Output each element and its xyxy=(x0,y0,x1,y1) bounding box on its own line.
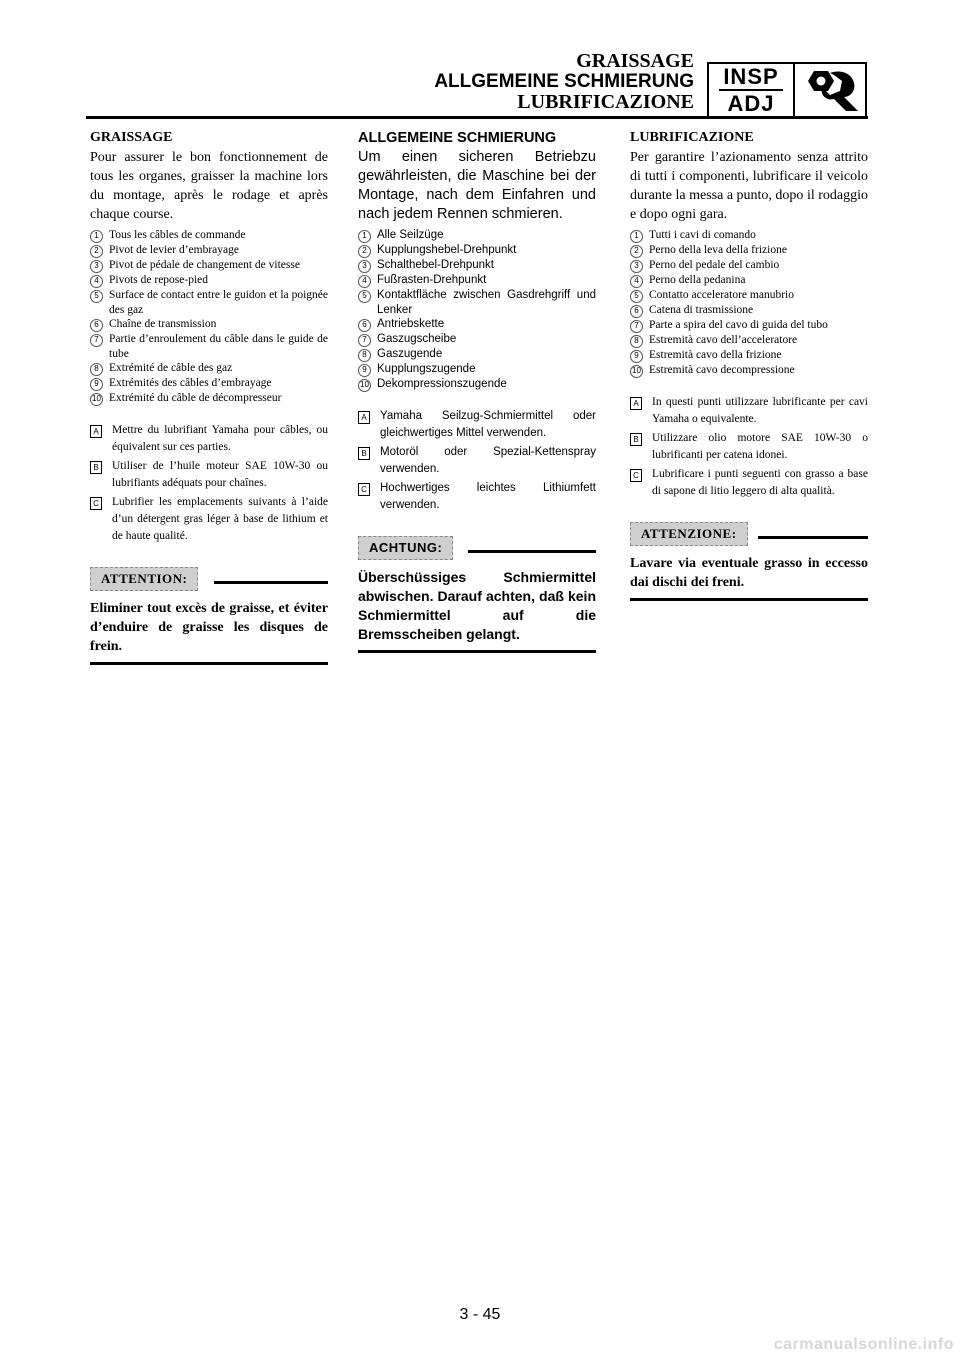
list-item xyxy=(630,348,868,363)
item-text: Antriebskette xyxy=(377,318,445,330)
intro-paragraph: Um einen sicheren Betriebzu gewährleisten, die Maschine bei der Montage, nach dem Einfahren und nach jedem Rennen schmieren. xyxy=(358,149,596,222)
list-item xyxy=(358,347,596,362)
watermark: carmanualsonline.info xyxy=(773,1336,954,1353)
item-number-badge: 7 xyxy=(90,334,103,347)
caution-header xyxy=(630,522,868,548)
item-number-badge: 9 xyxy=(630,350,643,363)
section-title: LUBRIFICAZIONE xyxy=(630,130,754,145)
list-item xyxy=(358,228,596,243)
column-german xyxy=(358,130,596,653)
note-letter-badge: A xyxy=(630,397,642,410)
caution-label: ACHTUNG: xyxy=(358,536,453,560)
header-title-it: LUBRIFICAZIONE xyxy=(517,91,694,113)
item-number-badge: 2 xyxy=(358,245,371,258)
item-text: Extrémités des câbles d’embrayage xyxy=(109,377,272,389)
item-number-badge: 3 xyxy=(358,260,371,273)
note-item xyxy=(358,444,596,478)
list-item xyxy=(630,288,868,303)
header-title-fr: GRAISSAGE xyxy=(576,50,694,72)
intro-paragraph: Pour assurer le bon fonctionnement de tous les organes, graisser la machine lors du montage, après le rodage et après chaque course. xyxy=(90,150,328,222)
item-number-badge: 3 xyxy=(630,260,643,273)
item-number-badge: 2 xyxy=(630,245,643,258)
list-item xyxy=(90,228,328,243)
note-item xyxy=(90,494,328,545)
note-letter-badge: A xyxy=(90,425,102,438)
item-number-badge: 7 xyxy=(630,320,643,333)
lubrication-point-list xyxy=(90,228,328,406)
item-number-badge: 7 xyxy=(358,334,371,347)
note-letter-badge: C xyxy=(90,497,102,510)
list-item xyxy=(630,318,868,333)
caution-text: Lavare via eventuale grasso in eccesso dai dischi dei freni. xyxy=(630,554,868,601)
item-number-badge: 10 xyxy=(358,379,371,392)
item-text: Estremità cavo decompressione xyxy=(649,364,795,376)
item-text: Kupplungshebel-Drehpunkt xyxy=(377,244,517,256)
note-text: In questi punti utilizzare lubrificante per cavi Yamaha o equivalente. xyxy=(652,396,868,425)
caution-text: Überschüssiges Schmiermittel abwischen. Darauf achten, daß kein Schmiermittel auf die Bremsscheiben gelangt. xyxy=(358,568,596,653)
badge-label xyxy=(709,64,795,116)
note-text: Utilizzare olio motore SAE 10W-30 o lubrificanti per catena idonei. xyxy=(652,432,868,461)
note-text: Yamaha Seilzug-Schmiermittel oder gleichwertiges Mittel verwenden. xyxy=(380,410,596,439)
note-text: Mettre du lubrifiant Yamaha pour câbles, ou équivalent sur ces parties. xyxy=(112,424,328,453)
item-number-badge: 8 xyxy=(630,335,643,348)
list-item xyxy=(358,243,596,258)
item-text: Kupplungszugende xyxy=(377,363,476,375)
list-item xyxy=(358,288,596,317)
item-text: Perno del pedale del cambio xyxy=(649,259,780,271)
note-letter-badge: B xyxy=(90,461,102,474)
item-text: Surface de contact entre le guidon et la poignée des gaz xyxy=(109,289,328,316)
item-number-badge: 10 xyxy=(90,393,103,406)
list-item xyxy=(358,362,596,377)
list-item xyxy=(90,288,328,317)
item-number-badge: 4 xyxy=(358,275,371,288)
list-item xyxy=(358,317,596,332)
column-french xyxy=(90,130,328,665)
column-italian xyxy=(630,130,868,601)
list-item xyxy=(630,303,868,318)
list-item xyxy=(630,333,868,348)
item-text: Pivot de pédale de changement de vitesse xyxy=(109,259,300,271)
item-text: Gaszugende xyxy=(377,348,443,360)
list-item xyxy=(358,332,596,347)
intro-paragraph: Per garantire l’azionamento senza attrito di tutti i componenti, lubrificare il veicolo durante la messa a punto, dopo il rodaggio e dopo ogni gara. xyxy=(630,150,868,222)
lubrication-point-list xyxy=(358,228,596,392)
item-text: Perno della pedanina xyxy=(649,274,746,286)
note-item xyxy=(630,430,868,464)
item-number-badge: 4 xyxy=(630,275,643,288)
caution-header xyxy=(90,567,328,593)
item-number-badge: 5 xyxy=(630,290,643,303)
list-item xyxy=(90,391,328,406)
list-item xyxy=(90,317,328,332)
item-number-badge: 5 xyxy=(90,290,103,303)
item-text: Pivot de levier d’embrayage xyxy=(109,244,239,256)
item-number-badge: 8 xyxy=(90,363,103,376)
item-text: Pivots de repose-pied xyxy=(109,274,209,286)
item-text: Tous les câbles de commande xyxy=(109,229,246,241)
caution-text: Eliminer tout excès de graisse, et éviter d’enduire de graisse les disques de frein. xyxy=(90,599,328,665)
badge-top-text: INSP xyxy=(723,64,779,89)
note-text: Hochwertiges leichtes Lithiumfett verwenden. xyxy=(380,482,596,511)
item-text: Perno della leva della frizione xyxy=(649,244,787,256)
note-item xyxy=(630,394,868,428)
item-text: Schalthebel-Drehpunkt xyxy=(377,259,494,271)
item-text: Chaîne de transmission xyxy=(109,318,217,330)
note-list xyxy=(90,422,328,545)
wrench-nut-icon xyxy=(795,64,865,116)
item-text: Kontaktfläche zwischen Gasdrehgriff und Lenker xyxy=(377,289,596,316)
item-number-badge: 1 xyxy=(630,230,643,243)
note-item xyxy=(630,466,868,500)
item-text: Catena di trasmissione xyxy=(649,304,754,316)
list-item xyxy=(358,377,596,392)
note-item xyxy=(90,422,328,456)
lubrication-point-list xyxy=(630,228,868,378)
caution-header xyxy=(358,536,596,562)
item-text: Dekompressionszugende xyxy=(377,378,507,390)
item-text: Alle Seilzüge xyxy=(377,229,444,241)
item-text: Contatto acceleratore manubrio xyxy=(649,289,794,301)
page-number: 3 - 45 xyxy=(459,1306,501,1323)
note-list xyxy=(630,394,868,500)
note-letter-badge: C xyxy=(630,469,642,482)
note-letter-badge: C xyxy=(358,483,370,496)
list-item xyxy=(630,243,868,258)
note-text: Utiliser de l’huile moteur SAE 10W-30 ou lubrifiants adéquats pour chaînes. xyxy=(112,460,328,489)
item-text: Extrémité du câble de décompresseur xyxy=(109,392,282,404)
list-item xyxy=(358,273,596,288)
caution-label: ATTENZIONE: xyxy=(630,522,748,546)
item-text: Gaszugscheibe xyxy=(377,333,457,345)
list-item xyxy=(630,273,868,288)
item-number-badge: 5 xyxy=(358,290,371,303)
note-item xyxy=(358,480,596,514)
list-item xyxy=(630,228,868,243)
item-number-badge: 9 xyxy=(90,378,103,391)
note-text: Lubrifier les emplacements suivants à l’aide d’un détergent gras léger à base de lithium et de haute qualité. xyxy=(112,496,328,542)
note-text: Motoröl oder Spezial-Kettenspray verwenden. xyxy=(380,446,596,475)
item-number-badge: 8 xyxy=(358,349,371,362)
header-title-de: ALLGEMEINE SCHMIERUNG xyxy=(434,71,694,92)
note-letter-badge: B xyxy=(358,447,370,460)
item-text: Estremità cavo dell’acceleratore xyxy=(649,334,798,346)
section-title: GRAISSAGE xyxy=(90,130,173,145)
note-text: Lubrificare i punti seguenti con grasso a base di sapone di litio leggero di alta qualità. xyxy=(652,468,868,497)
note-letter-badge: B xyxy=(630,433,642,446)
item-number-badge: 6 xyxy=(90,319,103,332)
list-item xyxy=(630,258,868,273)
badge-bottom-text: ADJ xyxy=(727,91,775,116)
list-item xyxy=(90,273,328,288)
item-number-badge: 1 xyxy=(358,230,371,243)
note-letter-badge: A xyxy=(358,411,370,424)
item-number-badge: 9 xyxy=(358,364,371,377)
list-item xyxy=(90,376,328,391)
caution-label: ATTENTION: xyxy=(90,567,198,591)
item-text: Estremità cavo della frizione xyxy=(649,349,782,361)
list-item xyxy=(90,243,328,258)
list-item xyxy=(90,332,328,361)
item-number-badge: 4 xyxy=(90,275,103,288)
header-rule xyxy=(86,116,868,119)
item-number-badge: 6 xyxy=(630,305,643,318)
note-item xyxy=(358,408,596,442)
item-text: Extrémité de câble des gaz xyxy=(109,362,233,374)
item-number-badge: 2 xyxy=(90,245,103,258)
list-item xyxy=(90,258,328,273)
item-text: Fußrasten-Drehpunkt xyxy=(377,274,487,286)
section-badge xyxy=(707,62,867,118)
item-number-badge: 1 xyxy=(90,230,103,243)
section-title: ALLGEMEINE SCHMIERUNG xyxy=(358,130,557,146)
item-text: Parte a spira del cavo di guida del tubo xyxy=(649,319,828,331)
item-number-badge: 3 xyxy=(90,260,103,273)
list-item xyxy=(358,258,596,273)
item-number-badge: 10 xyxy=(630,365,643,378)
note-list xyxy=(358,408,596,514)
list-item xyxy=(630,363,868,378)
note-item xyxy=(90,458,328,492)
item-text: Partie d’enroulement du câble dans le guide de tube xyxy=(109,333,328,360)
item-text: Tutti i cavi di comando xyxy=(649,229,756,241)
list-item xyxy=(90,361,328,376)
item-number-badge: 6 xyxy=(358,319,371,332)
